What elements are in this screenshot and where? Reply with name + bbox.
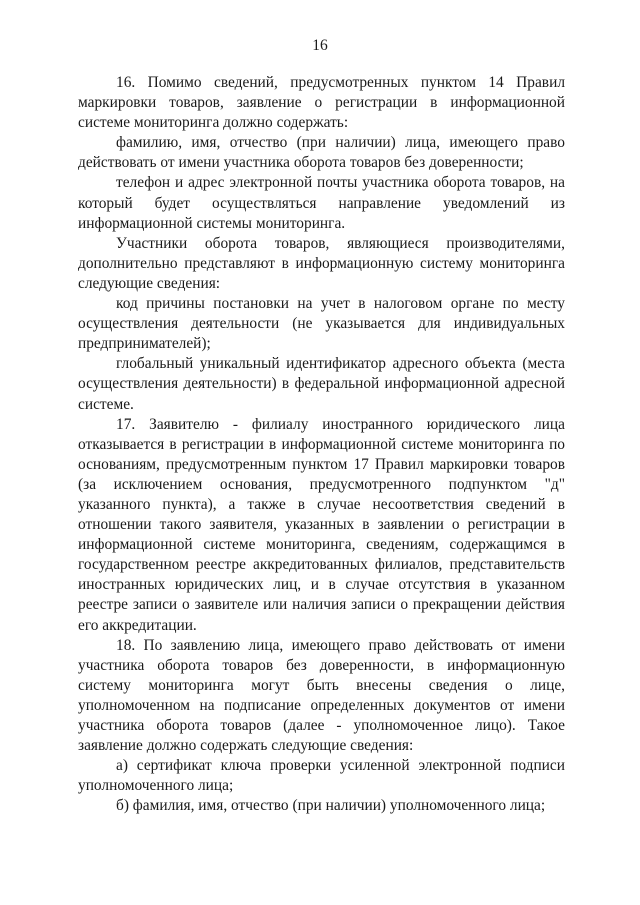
paragraph-producers-guid-item: глобальный уникальный идентификатор адресного объекта (места осуществления деятельности) в федеральной информационной адресной системе. xyxy=(78,355,565,413)
paragraph-16-contact-item: телефон и адрес электронной почты участника оборота товаров, на который будет осуществляться направление уведомлений из информационной системы мониторинга. xyxy=(78,174,565,232)
paragraph-16-name-item: фамилию, имя, отчество (при наличии) лица, имеющего право действовать от имени участника оборота товаров без доверенности; xyxy=(78,134,565,172)
paragraph-18: 18. По заявлению лица, имеющего право действовать от имени участника оборота товаров без доверенности, в информационную систему мониторинга могут быть внесены сведения о лице, уполномоченном на подписание определенных документов от имени участника оборота товаров (далее - уполномоченное лицо). Такое заявление должно содержать следующие сведения: xyxy=(78,636,565,755)
paragraph-18-item-a: а) сертификат ключа проверки усиленной электронной подписи уполномоченного лица; xyxy=(78,757,565,795)
paragraph-16-intro: 16. Помимо сведений, предусмотренных пунктом 14 Правил маркировки товаров, заявление о регистрации в информационной системе мониторинга должно содержать: xyxy=(78,74,565,132)
paragraph-17: 17. Заявителю - филиалу иностранного юридического лица отказывается в регистрации в информационной системе мониторинга по основаниям, предусмотренным пунктом 17 Правил маркировки товаров (за исключением основания, предусмотренного подпунктом "д" указанного пункта), а также в случае несоответствия сведений в отношении такого заявителя, указанных в заявлении о регистрации в информационной системе мониторинга, сведениям, содержащимся в государственном реестре аккредитованных филиалов, представительств иностранных юридических лиц, и в случае отсутствия в указанном реестре записи о заявителе или наличия записи о прекращении действия его аккредитации. xyxy=(78,415,565,634)
document-body xyxy=(78,73,565,816)
page-number: 16 xyxy=(312,37,328,54)
paragraph-producers-intro: Участники оборота товаров, являющиеся производителями, дополнительно представляют в информационную систему мониторинга следующие сведения: xyxy=(78,234,565,292)
paragraph-18-item-b: б) фамилия, имя, отчество (при наличии) уполномоченного лица; xyxy=(116,797,546,815)
paragraph-producers-kpp-item: код причины постановки на учет в налоговом органе по месту осуществления деятельности (не указывается для индивидуальных предпринимателей); xyxy=(78,295,565,353)
